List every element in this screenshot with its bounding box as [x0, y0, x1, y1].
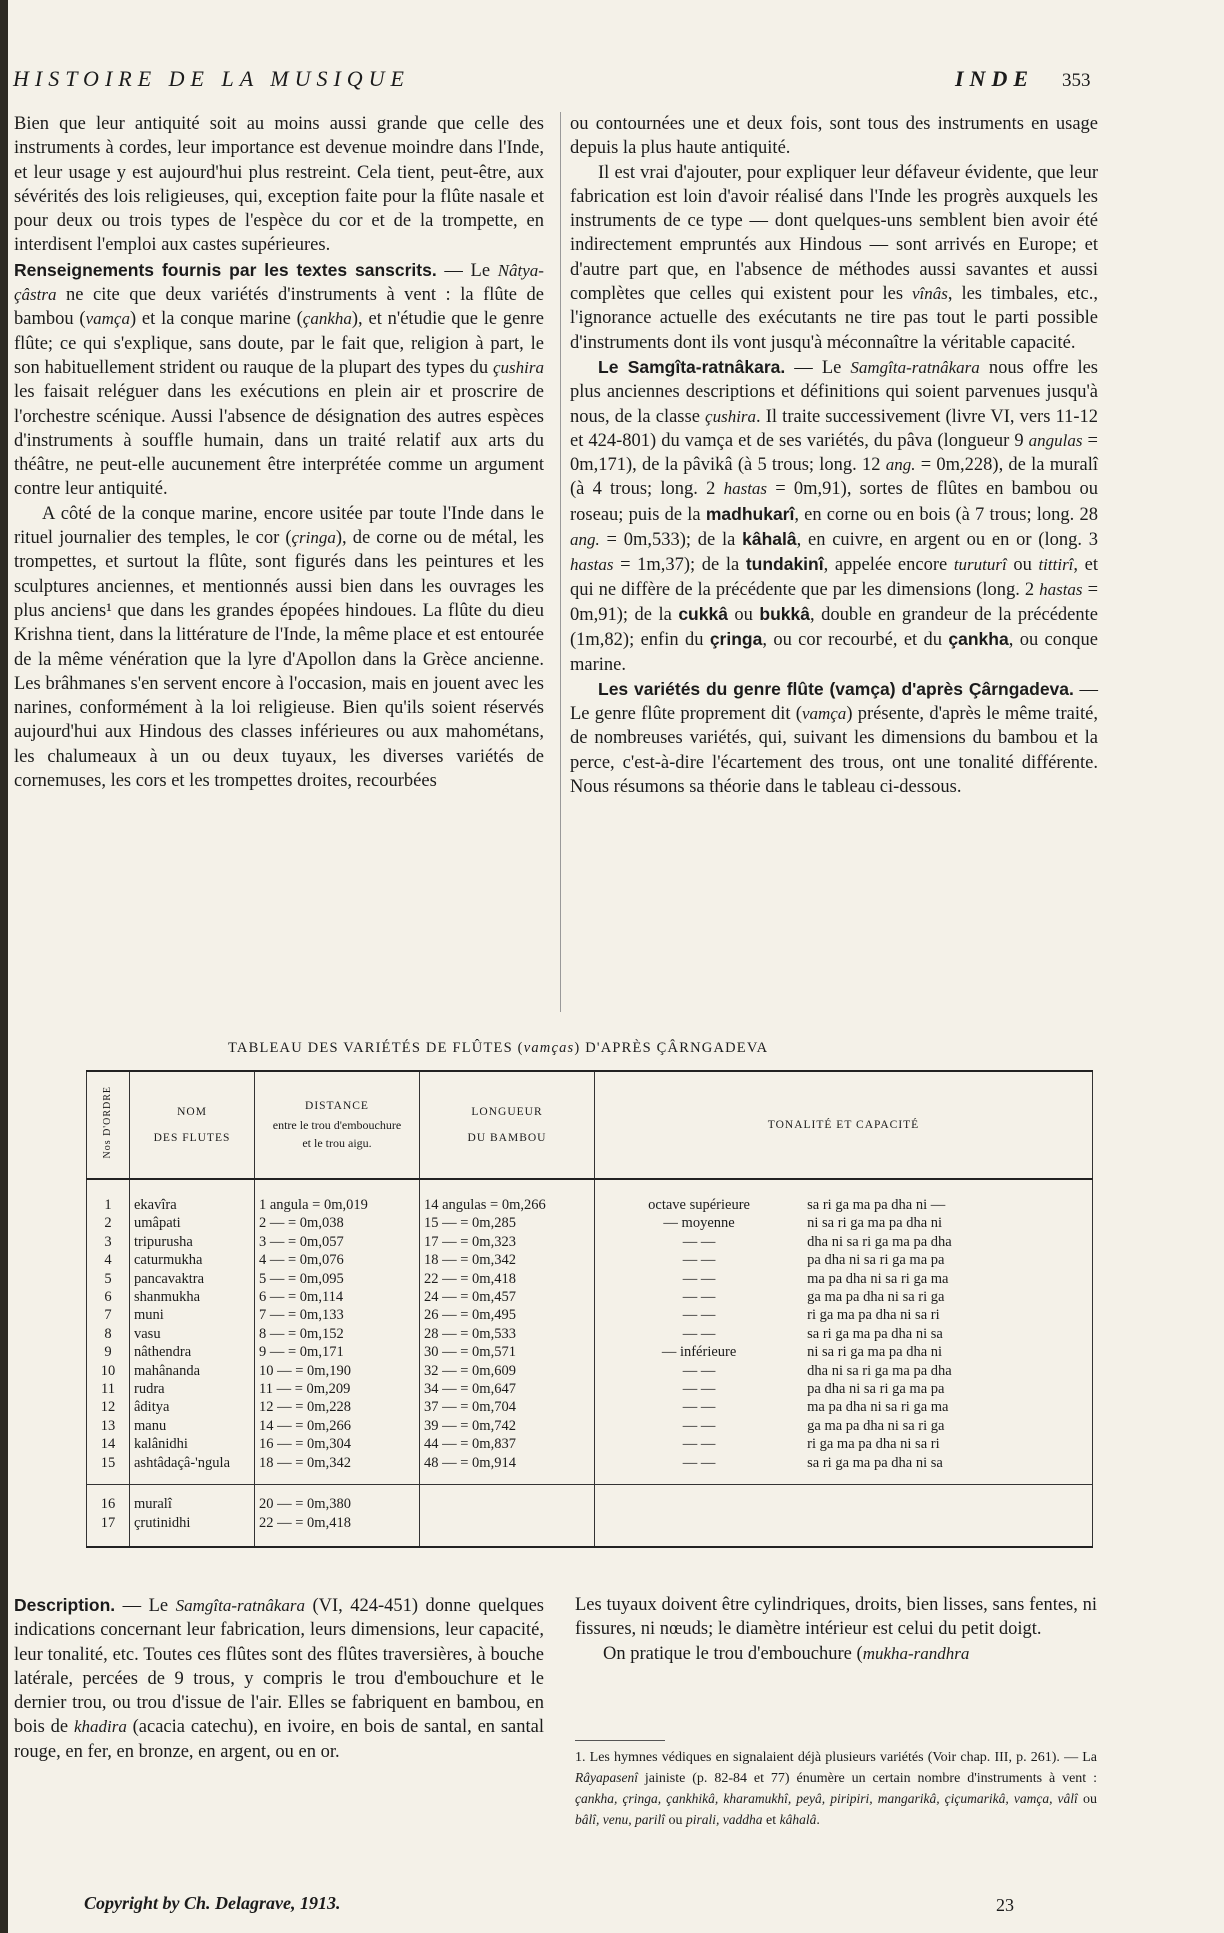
cell-length: 18 — = 0m,342 — [420, 1251, 595, 1269]
header-tonality: TONALITÉ ET CAPACITÉ — [595, 1071, 1093, 1179]
table-row — [87, 1495, 1093, 1513]
table-row — [87, 1435, 1093, 1453]
cell-distance: 12 — = 0m,228 — [255, 1398, 420, 1416]
cell-distance: 9 — = 0m,171 — [255, 1343, 420, 1361]
cell-notes: ga ma pa dha ni sa ri ga — [803, 1417, 1092, 1435]
cell-octave: — — — [595, 1270, 804, 1288]
cell-length: 30 — = 0m,571 — [420, 1343, 595, 1361]
cell-number: 12 — [87, 1398, 130, 1416]
cell-distance: 5 — = 0m,095 — [255, 1270, 420, 1288]
cell-octave: — — — [595, 1380, 804, 1398]
paragraph: Bien que leur antiquité soit au moins aussi grande que celle des instruments à cordes, leur importance est devenue moindre dans l'Inde, et leur usage y est aujourd'hui plus restreint. Cela tient, peut-être, aux sévérités des lois religieuses, qui, exception faite pour la flûte nasale et pour deux ou trois types de l'espèce du cor et de la trompette, en interdisent l'emploi aux castes supérieures. — [14, 114, 544, 256]
cell-distance: 6 — = 0m,114 — [255, 1288, 420, 1306]
page-binding-edge — [0, 0, 8, 1933]
running-head-title: HISTOIRE DE LA MUSIQUE — [13, 66, 410, 91]
section-heading: Description. — [14, 1595, 116, 1615]
footnote-rule — [575, 1740, 665, 1741]
cell-distance: 22 — = 0m,418 — [255, 1514, 420, 1547]
cell-notes: pa dha ni sa ri ga ma pa — [803, 1251, 1092, 1269]
cell-name: manu — [130, 1417, 255, 1435]
paragraph: On pratique le trou d'embouchure (mukha-randhra — [603, 1643, 970, 1664]
cell-number: 3 — [87, 1233, 130, 1251]
section-heading: Renseignements fournis par les textes sanscrits. — [14, 259, 437, 280]
cell-name: nâthendra — [130, 1343, 255, 1361]
flute-varieties-table — [86, 1070, 1093, 1548]
cell-octave: octave supérieure — [595, 1196, 804, 1214]
cell-number: 4 — [87, 1251, 130, 1269]
cell-octave: — — — [595, 1435, 804, 1453]
cell-number: 5 — [87, 1270, 130, 1288]
cell-length: 22 — = 0m,418 — [420, 1270, 595, 1288]
cell-octave: — moyenne — [595, 1214, 804, 1232]
cell-name: muralî — [130, 1495, 255, 1513]
cell-name: pancavaktra — [130, 1270, 255, 1288]
paragraph: A côté de la conque marine, encore usitée par toute l'Inde dans le rituel journalier des temples, le cor (çringa), de corne ou de métal, les trompettes, et surtout la flûte, sont figurés dans les peintures et les sculptures anciennes, et mentionnés aussi bien dans les ouvrages les plus anciens¹ que dans les grandes épopées hindoues. La flûte du dieu Krishna tient, dans la littérature de l'Inde, la même place et est entourée de la même vénération que la lyre d'Apollon dans la Grèce ancienne. Les brâhmanes s'en servent encore à l'occasion, mais en jouent avec les narines, conformément à la loi religieuse. Bien qu'ils soient réservés aujourd'hui aux Hindous des classes inférieures ou aux mahométans, les chalumeaux à un ou deux tuyaux, les diverses variétés de cornemuses, les cors et les trompettes droites, recourbées — [14, 503, 544, 792]
cell-name: mahânanda — [130, 1362, 255, 1380]
cell-name: çrutinidhi — [130, 1514, 255, 1547]
cell-octave — [595, 1514, 804, 1547]
cell-number: 9 — [87, 1343, 130, 1361]
table-separator — [87, 1472, 1093, 1485]
cell-length: 37 — = 0m,704 — [420, 1398, 595, 1416]
cell-length — [420, 1514, 595, 1547]
cell-notes: ma pa dha ni sa ri ga ma — [803, 1270, 1092, 1288]
cell-notes: dha ni sa ri ga ma pa dha — [803, 1233, 1092, 1251]
cell-length: 24 — = 0m,457 — [420, 1288, 595, 1306]
cell-length: 17 — = 0m,323 — [420, 1233, 595, 1251]
table-separator — [87, 1485, 1093, 1496]
header-length: LONGUEUR DU BAMBOU — [420, 1071, 595, 1179]
cell-notes: sa ri ga ma pa dha ni sa — [803, 1325, 1092, 1343]
cell-length: 26 — = 0m,495 — [420, 1306, 595, 1324]
cell-length: 15 — = 0m,285 — [420, 1214, 595, 1232]
cell-distance: 20 — = 0m,380 — [255, 1495, 420, 1513]
description-column — [14, 1593, 544, 1764]
cell-distance: 3 — = 0m,057 — [255, 1233, 420, 1251]
cell-notes: ga ma pa dha ni sa ri ga — [803, 1288, 1092, 1306]
cell-octave: — — — [595, 1362, 804, 1380]
cell-distance: 11 — = 0m,209 — [255, 1380, 420, 1398]
table-row — [87, 1288, 1093, 1306]
table-row — [87, 1417, 1093, 1435]
paragraph-flute-varieties: Les variétés du genre flûte (vamça) d'après Çârngadeva. — Le genre flûte proprement dit (vamça) présente, d'après le même traité, de nombreuses variétés, qui, suivant les dimensions du bambou et la perce, c'est-à-dire l'écartement des trous, ont une tonalité différente. Nous résumons sa théorie dans le tableau ci-dessous. — [570, 678, 1098, 798]
table-body — [87, 1179, 1093, 1547]
cell-distance: 7 — = 0m,133 — [255, 1306, 420, 1324]
cell-octave: — — — [595, 1417, 804, 1435]
cell-name: shanmukha — [130, 1288, 255, 1306]
cell-name: vasu — [130, 1325, 255, 1343]
cell-notes: ri ga ma pa dha ni sa ri — [803, 1306, 1092, 1324]
table-row — [87, 1270, 1093, 1288]
cell-number: 6 — [87, 1288, 130, 1306]
table-row — [87, 1306, 1093, 1324]
section-heading: Le Samgîta-ratnâkara. — [598, 356, 786, 377]
cell-notes: dha ni sa ri ga ma pa dha — [803, 1362, 1092, 1380]
cell-number: 2 — [87, 1214, 130, 1232]
cell-number: 8 — [87, 1325, 130, 1343]
cell-distance: 8 — = 0m,152 — [255, 1325, 420, 1343]
table-row — [87, 1343, 1093, 1361]
table-row — [87, 1233, 1093, 1251]
header-distance: DISTANCE entre le trou d'embouchure et le trou aigu. — [255, 1071, 420, 1179]
table-row — [87, 1398, 1093, 1416]
header-number: Nos D'ORDRE — [87, 1071, 130, 1179]
paragraph-samgita: Le Samgîta-ratnâkara. — Le Samgîta-ratnâkara nous offre les plus anciennes descriptions et définitions qui soient parvenues jusqu'à nous, de la classe çushira. Il traite successivement (livre VI, vers 11-12 et 424-801) du vamça et de ses variétés, du pâva (longueur 9 angulas = 0m,171), de la pâvikâ (à 5 trous; long. 12 ang. = 0m,228), de la muralî (à 4 trous; long. 2 hastas = 0m,91), sortes de flûtes en bambou ou roseau; puis de la madhukarî, en corne ou en bois (à 7 trous; long. 28 ang. = 0m,533); de la kâhalâ, en cuivre, en argent ou en or (long. 3 hastas = 1m,37); de la tundakinî, appelée encore turuturî ou tittirî, et qui ne diffère de la précédente que par les dimensions (long. 2 hastas = 0m,91); de la cukkâ ou bukkâ, double en grandeur de la précédente (1m,82); enfin du çringa, ou cor recourbé, et du çankha, ou conque marine. — [570, 356, 1099, 675]
cell-length: 32 — = 0m,609 — [420, 1362, 595, 1380]
table-row — [87, 1196, 1093, 1214]
cell-octave: — — — [595, 1398, 804, 1416]
paragraph: ou contournées une et deux fois, sont tous des instruments en usage depuis la plus haute antiquité. — [570, 114, 1098, 159]
table-header-row — [87, 1071, 1093, 1179]
cell-notes: sa ri ga ma pa dha ni sa — [803, 1454, 1092, 1472]
cell-notes: ri ga ma pa dha ni sa ri — [803, 1435, 1092, 1453]
cell-number: 1 — [87, 1196, 130, 1214]
cell-number: 17 — [87, 1514, 130, 1547]
cell-distance: 16 — = 0m,304 — [255, 1435, 420, 1453]
cell-number: 7 — [87, 1306, 130, 1324]
cell-number: 13 — [87, 1417, 130, 1435]
cell-notes: sa ri ga ma pa dha ni — — [803, 1196, 1092, 1214]
cell-octave: — — — [595, 1306, 804, 1324]
description-right-column — [575, 1593, 1097, 1666]
running-head-section: INDE — [955, 66, 1035, 91]
cell-name: âditya — [130, 1398, 255, 1416]
cell-name: rudra — [130, 1380, 255, 1398]
left-column — [14, 112, 544, 793]
cell-distance: 4 — = 0m,076 — [255, 1251, 420, 1269]
cell-number: 15 — [87, 1454, 130, 1472]
right-column — [570, 112, 1098, 799]
table-row — [87, 1251, 1093, 1269]
cell-name: ashtâdaçâ-'ngula — [130, 1454, 255, 1472]
cell-length: 34 — = 0m,647 — [420, 1380, 595, 1398]
sheet-signature: 23 — [996, 1895, 1014, 1915]
cell-distance: 18 — = 0m,342 — [255, 1454, 420, 1472]
table-row — [87, 1454, 1093, 1472]
cell-notes: ni sa ri ga ma pa dha ni — [803, 1343, 1092, 1361]
page-number: 353 — [1062, 70, 1091, 91]
cell-notes: ma pa dha ni sa ri ga ma — [803, 1398, 1092, 1416]
paragraph-sanscrit-sources: Renseignements fournis par les textes sanscrits. — Le Nâtya-çâstra ne cite que deux variétés d'instruments à vent : la flûte de bambou (vamça) et la conque marine (çankha), et n'étudie que le genre flûte; ce qui s'explique, sans doute, par le fait que, religion à part, le son habituellement strident ou rauque de la plupart des types du çushira les faisait reléguer dans les exécutions en plein air et proscrire de l'orchestre scénique. Aussi l'absence de désignation des autres espèces d'instruments à souffle humain, dans un traité relatif aux arts du théâtre, ne peut-elle aucunement être interprétée comme un argument contre leur antiquité. — [14, 259, 544, 500]
cell-notes — [803, 1514, 1092, 1547]
table-row — [87, 1514, 1093, 1547]
cell-number: 11 — [87, 1380, 130, 1398]
cell-notes: ni sa ri ga ma pa dha ni — [803, 1214, 1092, 1232]
cell-distance: 2 — = 0m,038 — [255, 1214, 420, 1232]
cell-octave: — — — [595, 1233, 804, 1251]
cell-length — [420, 1495, 595, 1513]
cell-length: 48 — = 0m,914 — [420, 1454, 595, 1472]
copyright-line: Copyright by Ch. Delagrave, 1913. — [84, 1893, 341, 1913]
column-divider — [560, 112, 561, 1012]
cell-name: umâpati — [130, 1214, 255, 1232]
cell-octave: — — — [595, 1288, 804, 1306]
paragraph: Les tuyaux doivent être cylindriques, droits, bien lisses, sans fentes, ni fissures, ni nœuds; le diamètre intérieur est celui du petit doigt. — [575, 1595, 1097, 1640]
cell-length: 28 — = 0m,533 — [420, 1325, 595, 1343]
cell-distance: 1 angula = 0m,019 — [255, 1196, 420, 1214]
cell-distance: 10 — = 0m,190 — [255, 1362, 420, 1380]
table-caption: TABLEAU DES VARIÉTÉS DE FLÛTES (vamças) D'APRÈS ÇÂRNGADEVA — [228, 1040, 769, 1056]
table-row — [87, 1362, 1093, 1380]
table-row — [87, 1214, 1093, 1232]
table-row — [87, 1325, 1093, 1343]
cell-length: 14 angulas = 0m,266 — [420, 1196, 595, 1214]
cell-name: muni — [130, 1306, 255, 1324]
cell-length: 44 — = 0m,837 — [420, 1435, 595, 1453]
cell-octave: — inférieure — [595, 1343, 804, 1361]
cell-notes — [803, 1495, 1092, 1513]
cell-octave: — — — [595, 1454, 804, 1472]
cell-name: caturmukha — [130, 1251, 255, 1269]
section-heading: Les variétés du genre flûte (vamça) d'après Çârngadeva. — [598, 678, 1074, 699]
cell-octave: — — — [595, 1325, 804, 1343]
table-row — [87, 1380, 1093, 1398]
cell-octave — [595, 1495, 804, 1513]
footnote: 1. Les hymnes védiques en signalaient déjà plusieurs variétés (Voir chap. III, p. 261). — La Râyapasenî jainiste (p. 82-84 et 77) énumère un certain nombre d'instruments à vent : çankha, çringa, çankhikâ, kharamukhî, peyâ, piripiri, mangarikâ, çiçumarikâ, vamça, vâlî ou bâlî, venu, parilî ou pirali, vaddha et kâhalâ. — [575, 1750, 1097, 1828]
cell-name: ekavîra — [130, 1196, 255, 1214]
cell-distance: 14 — = 0m,266 — [255, 1417, 420, 1435]
table-spacer — [87, 1179, 1093, 1196]
cell-number: 10 — [87, 1362, 130, 1380]
cell-name: kalânidhi — [130, 1435, 255, 1453]
cell-octave: — — — [595, 1251, 804, 1269]
paragraph: Il est vrai d'ajouter, pour expliquer leur défaveur évidente, que leur fabrication est loin d'avoir réalisé dans l'Inde les progrès auxquels les instruments de ce type — dont quelques-uns semblent bien avoir été indirectement empruntés aux Hindous — sont arrivés en Europe; et d'autre part que, en l'absence de méthodes aussi savantes et aussi complètes que celles qui existent pour les vînâs, les timbales, etc., l'ignorance actuelle des exécutants ne tire pas tout le parti possible d'instruments dont ils vont jusqu'à méconnaître la véritable capacité. — [570, 162, 1098, 353]
paragraph-description: Description. — Le Samgîta-ratnâkara (VI, 424-451) donne quelques indications concernant leur fabrication, leurs dimensions, leur capacité, leur tonalité, etc. Toutes ces flûtes sont des flûtes traversières, à bouche latérale, percées de 9 trous, y compris le trou d'embouchure et le dernier trou, ou trou d'issue de l'air. Elles se fabriquent en bambou, en bois de khadira (acacia catechu), en ivoire, en bois de santal, en santal rouge, en fer, en bronze, en argent, ou en or. — [14, 1595, 544, 1762]
cell-number: 16 — [87, 1495, 130, 1513]
cell-notes: pa dha ni sa ri ga ma pa — [803, 1380, 1092, 1398]
cell-number: 14 — [87, 1435, 130, 1453]
header-name: NOM DES FLUTES — [130, 1071, 255, 1179]
cell-name: tripurusha — [130, 1233, 255, 1251]
cell-length: 39 — = 0m,742 — [420, 1417, 595, 1435]
